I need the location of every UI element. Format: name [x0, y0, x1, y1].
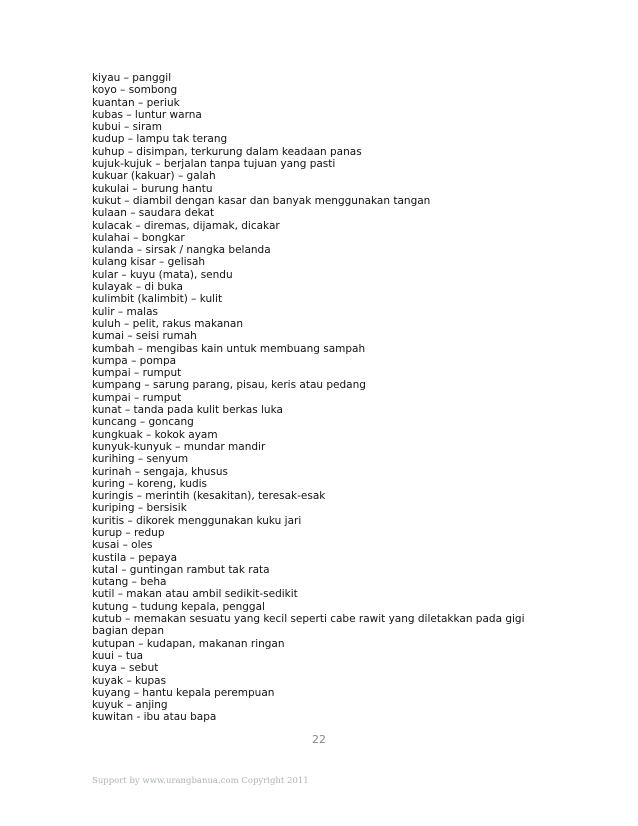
glossary-entry: kuantan – periuk [92, 96, 180, 109]
glossary-entry: kumpai – rumput [92, 367, 182, 380]
glossary-entry: kuya – sebut [92, 662, 159, 675]
glossary-entry: kudup – lampu tak terang [92, 133, 228, 146]
glossary-entry: kumbah – mengibas kain untuk membuang sampah [92, 342, 366, 355]
glossary-entry: kuui – tua [92, 649, 144, 662]
glossary-entry: kulanda – sirsak / nangka belanda [92, 244, 271, 257]
glossary-entry: kutil – makan atau ambil sedikit-sedikit [92, 588, 298, 601]
glossary-entry: kutupan – kudapan, makanan ringan [92, 637, 285, 650]
glossary-entry: kulir – malas [92, 305, 158, 318]
glossary-entry: kiyau – panggil [92, 72, 172, 84]
glossary-entry: kurihing – senyum [92, 453, 189, 466]
glossary-entry: kutang – beha [92, 576, 167, 589]
glossary-entry: kulayak – di buka [92, 281, 183, 294]
glossary-entry: kuriping – bersisik [92, 502, 187, 515]
glossary-entry: kuyuk – anjing [92, 699, 168, 712]
page-number: 22 [312, 733, 326, 746]
glossary-entry: kukuar (kakuar) – galah [92, 170, 216, 183]
glossary-entry: kunyuk-kunyuk – mundar mandir [92, 440, 266, 453]
glossary-entry: kutub – memakan sesuatu yang kecil seperti cabe rawit yang diletakkan pada gigi bagian depan [92, 613, 525, 638]
glossary-entry: kular – kuyu (mata), sendu [92, 268, 233, 281]
glossary-entry: kuring – koreng, kudis [92, 477, 208, 490]
glossary-entry: kuringis – merintih (kesakitan), teresak-esak [92, 490, 326, 503]
glossary-list [92, 72, 562, 724]
glossary-entry: kubas – luntur warna [92, 108, 202, 121]
glossary-entry: kulahai – bongkar [92, 231, 185, 244]
glossary-entry: kulacak – diremas, dijamak, dicakar [92, 219, 280, 232]
glossary-entry: kukut – diambil dengan kasar dan banyak menggunakan tangan [92, 194, 431, 207]
glossary-entry: kulaan – saudara dekat [92, 207, 215, 220]
glossary-entry: kujuk-kujuk – berjalan tanpa tujuan yang pasti [92, 158, 336, 171]
glossary-entry: kuluh – pelit, rakus makanan [92, 317, 244, 330]
glossary-entry: kusai – oles [92, 539, 153, 552]
glossary-entry: kuwitan - ibu atau bapa [92, 711, 217, 724]
footer-copyright: Support by www.urangbanua.com Copyright 2011 [92, 776, 309, 786]
glossary-entry: kungkuak – kokok ayam [92, 428, 218, 441]
glossary-entry: kumpai – rumput [92, 391, 182, 404]
glossary-entry: kutung – tudung kepala, penggal [92, 600, 265, 613]
glossary-entry: kuyak – kupas [92, 674, 167, 687]
glossary-entry: kurinah – sengaja, khusus [92, 465, 229, 478]
glossary-entry: kukulai – burung hantu [92, 182, 213, 195]
glossary-entry: koyo – sombong [92, 84, 178, 97]
glossary-entry: kumpa – pompa [92, 354, 177, 367]
glossary-entry: kulang kisar – gelisah [92, 256, 206, 269]
glossary-entry: kuhup – disimpan, terkurung dalam keadaan panas [92, 145, 362, 158]
glossary-entry: kuritis – dikorek menggunakan kuku jari [92, 514, 302, 527]
glossary-entry: kunat – tanda pada kulit berkas luka [92, 404, 283, 417]
glossary-entry: kustila – pepaya [92, 551, 178, 564]
glossary-entry: kubui – siram [92, 121, 162, 134]
glossary-entry: kulimbit (kalimbit) – kulit [92, 293, 223, 306]
glossary-entry: kurup – redup [92, 526, 165, 539]
glossary-entry: kuyang – hantu kepala perempuan [92, 686, 275, 699]
glossary-entry: kumai – seisi rumah [92, 330, 197, 343]
glossary-entry: kumpang – sarung parang, pisau, keris atau pedang [92, 379, 366, 392]
glossary-entry: kuncang – goncang [92, 416, 194, 429]
glossary-entry: kutal – guntingan rambut tak rata [92, 563, 270, 576]
